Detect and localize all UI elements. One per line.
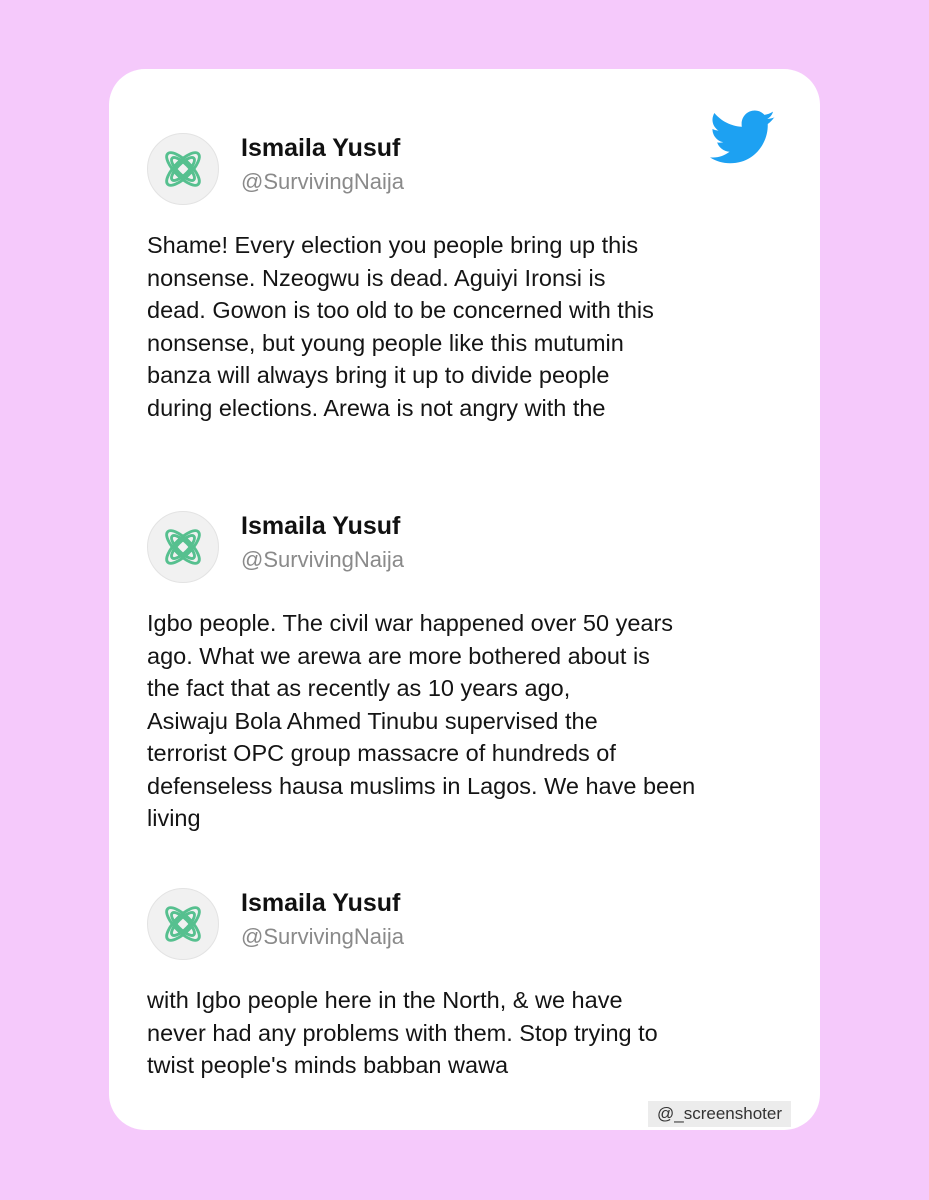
tweet-header (147, 888, 807, 968)
tweet-text: Shame! Every election you people bring up this nonsense. Nzeogwu is dead. Aguiyi Ironsi is dead. Gowon is too old to be concerned with this nonsense, but young people like this mutumin banza will always bring it up to divide people during elections. Arewa is not angry with the (147, 232, 654, 421)
author-handle[interactable]: @SurvivingNaija (241, 169, 404, 194)
avatar[interactable] (147, 888, 219, 960)
tweet-text: Igbo people. The civil war happened over 50 years ago. What we arewa are more bothered about is the fact that as recently as 10 years ago, Asiwaju Bola Ahmed Tinubu supervised the terrorist OPC group massacre of hundreds of defenseless hausa muslims in Lagos. We have been living (147, 610, 696, 831)
author-handle[interactable]: @SurvivingNaija (241, 924, 404, 949)
avatar[interactable] (147, 133, 219, 205)
author-name[interactable]: Ismaila Yusuf (241, 134, 401, 162)
author-handle[interactable]: @SurvivingNaija (241, 547, 404, 572)
arewa-knot-logo-icon (156, 897, 210, 951)
arewa-knot-logo-icon (156, 142, 210, 196)
avatar[interactable] (147, 511, 219, 583)
tweet-2 (147, 511, 807, 835)
tweet-3 (147, 888, 807, 1082)
tweet-card (109, 69, 820, 1130)
tweet-1 (147, 133, 807, 424)
author-name[interactable]: Ismaila Yusuf (241, 512, 401, 540)
tweet-header (147, 511, 807, 591)
arewa-knot-logo-icon (156, 520, 210, 574)
watermark-label: @_screenshoter (648, 1101, 791, 1127)
tweet-text: with Igbo people here in the North, & we have never had any problems with them. Stop trying to twist people's minds babban wawa (147, 987, 658, 1078)
author-name[interactable]: Ismaila Yusuf (241, 889, 401, 917)
tweet-header (147, 133, 807, 213)
